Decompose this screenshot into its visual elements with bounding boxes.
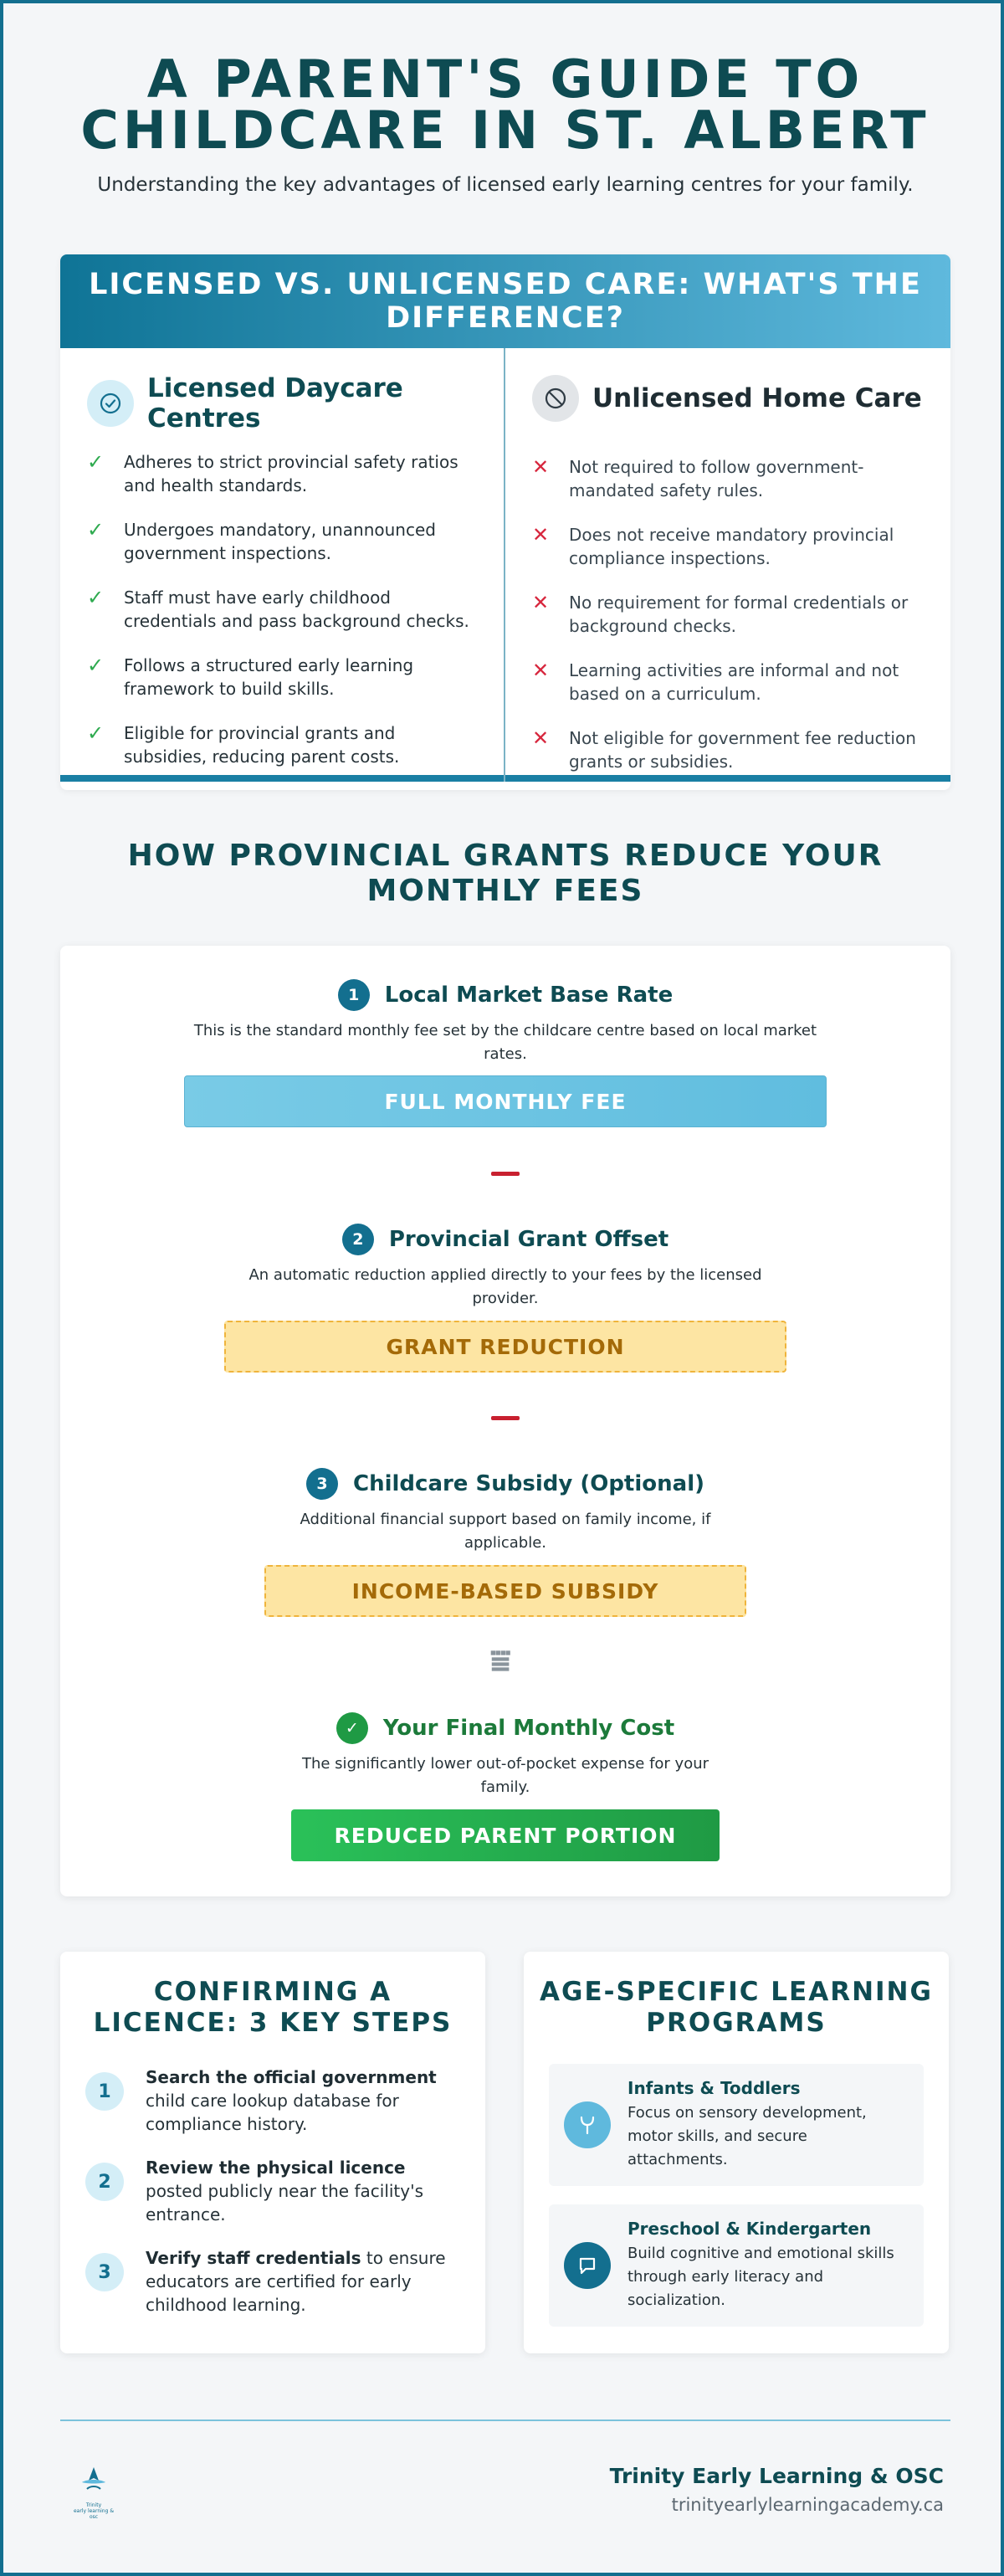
checkmark-icon: ✓ [87, 450, 105, 474]
licensed-item-5-line-1: Eligible for provincial grants and [124, 723, 396, 743]
program-1-desc-line-1: Focus on sensory development, [628, 2104, 867, 2122]
step-number: 2 [85, 2163, 124, 2201]
equals-icon: ⩸ [490, 1642, 511, 1681]
step-description [60, 1752, 950, 1799]
page-title-line-2: CHILDCARE IN ST. ALBERT [80, 100, 930, 161]
checkmark-icon: ✓ [87, 518, 105, 541]
unlicensed-item [532, 455, 924, 502]
chat-bubble-icon [564, 2242, 611, 2289]
grant-step-final-desc-line-1: The significantly lower out-of-pocket expense for your [301, 1755, 709, 1773]
licensed-item [87, 518, 477, 565]
grants-heading [3, 839, 1004, 909]
cross-icon: ✕ [532, 455, 550, 479]
brand-name: Trinity Early Learning & OSC [609, 2464, 944, 2488]
unlicensed-item-3-line-2: background checks. [569, 616, 736, 636]
licence-step [85, 2156, 460, 2226]
step-number: 3 [85, 2253, 124, 2291]
grant-step-3-desc-line-1: Additional financial support based on family income, if [300, 1511, 711, 1528]
minus-icon [491, 1416, 520, 1420]
grant-step-3-desc-line-2: applicable. [464, 1534, 547, 1552]
prohibited-icon [532, 375, 579, 422]
licensed-item-5-line-2: subsidies, reducing parent costs. [124, 747, 400, 767]
licence-steps-heading-line-1: CONFIRMING A [153, 1977, 392, 2007]
programs-card [524, 1952, 949, 2353]
check-circle-icon [87, 380, 134, 427]
licensed-item [87, 586, 477, 633]
unlicensed-item-4-line-1: Learning activities are informal and not [569, 660, 899, 680]
licence-steps-heading-line-2: LICENCE: 3 KEY STEPS [93, 2008, 453, 2038]
unlicensed-item [532, 591, 924, 638]
step-description [60, 1508, 950, 1555]
comparison-heading-line-2: DIFFERENCE? [386, 301, 625, 335]
program-2-desc-line-3: socialization. [628, 2291, 725, 2309]
unlicensed-item [532, 726, 924, 773]
step-number: 1 [85, 2072, 124, 2111]
licensed-item-3-line-2: credentials and pass background checks. [124, 611, 469, 631]
step-description [60, 1019, 950, 1066]
program-item [549, 2064, 924, 2186]
program-2-desc-line-1: Build cognitive and emotional skills [628, 2245, 894, 2262]
unlicensed-item-3-line-1: No requirement for formal credentials or [569, 593, 909, 613]
logo-text-line-2: early learning & osc [73, 2508, 115, 2520]
program-name: Infants & Toddlers [628, 2078, 801, 2098]
full-monthly-fee-bar: FULL MONTHLY FEE [184, 1075, 827, 1127]
step-number: 3 [306, 1468, 338, 1500]
comparison-columns [60, 348, 950, 782]
step-title: Your Final Monthly Cost [382, 1716, 675, 1741]
trinity-logo [69, 2464, 119, 2520]
step-number: 1 [338, 979, 370, 1011]
licensed-column [60, 348, 505, 782]
income-subsidy-bar: INCOME-BASED SUBSIDY [264, 1565, 746, 1617]
unlicensed-header [532, 375, 924, 422]
comparison-panel [60, 254, 950, 790]
cross-icon: ✕ [532, 591, 550, 614]
licensed-item [87, 450, 477, 497]
unlicensed-item-2-line-1: Does not receive mandatory provincial [569, 525, 894, 545]
checkmark-icon: ✓ [336, 1712, 368, 1744]
checkmark-icon: ✓ [87, 586, 105, 609]
program-description [628, 2101, 867, 2172]
cross-icon: ✕ [532, 659, 550, 682]
footer-divider [60, 2419, 950, 2421]
licence-step-3-bold: Verify staff credentials [146, 2248, 361, 2268]
grant-reduction-bar: GRANT REDUCTION [224, 1321, 786, 1373]
program-name: Preschool & Kindergarten [628, 2219, 872, 2239]
grant-step-1-desc-line-2: rates. [484, 1045, 527, 1063]
page-title-line-1: A PARENT'S GUIDE TO [146, 49, 864, 110]
page-title [3, 49, 1004, 161]
licensed-item [87, 721, 477, 768]
licence-step-3-inline: to ensure [361, 2248, 446, 2268]
program-1-desc-line-2: motor skills, and secure [628, 2127, 807, 2145]
baby-rattle-icon [564, 2101, 611, 2148]
licence-step-1-line-1: child care lookup database for [146, 2091, 399, 2111]
unlicensed-item-2-line-2: compliance inspections. [569, 548, 771, 568]
programs-heading-line-1: AGE-SPECIFIC LEARNING [540, 1977, 933, 2007]
licence-step-3-line-1: educators are certified for early [146, 2271, 412, 2291]
licensed-item-3-line-1: Staff must have early childhood [124, 588, 391, 608]
licensed-item-4-line-2: framework to build skills. [124, 679, 335, 699]
checkmark-icon: ✓ [87, 654, 105, 677]
unlicensed-item [532, 659, 924, 706]
program-item [549, 2204, 924, 2327]
licence-step-1-line-2: compliance history. [146, 2114, 308, 2134]
comparison-heading-line-1: LICENSED VS. UNLICENSED CARE: WHAT'S THE [89, 268, 922, 301]
unlicensed-item [532, 523, 924, 570]
licence-steps-heading [60, 1977, 485, 2039]
step-title: Local Market Base Rate [384, 983, 674, 1008]
licence-steps-card [60, 1952, 485, 2353]
step-title: Childcare Subsidy (Optional) [353, 1471, 704, 1496]
unlicensed-item-1-line-2: mandated safety rules. [569, 480, 764, 500]
grant-step-final-desc-line-2: family. [480, 1778, 530, 1796]
grant-step-2 [60, 1224, 950, 1311]
grant-step-2-desc-line-1: An automatic reduction applied directly to your fees by the licensed [248, 1266, 762, 1284]
licensed-item-2-line-2: government inspections. [124, 543, 332, 563]
grant-step-final [60, 1712, 950, 1799]
grants-heading-line-1: HOW PROVINCIAL GRANTS REDUCE YOUR [127, 839, 884, 873]
cross-icon: ✕ [532, 726, 550, 750]
checkmark-icon: ✓ [87, 721, 105, 745]
step-number: 2 [342, 1224, 374, 1255]
licence-step-3-line-2: childhood learning. [146, 2295, 306, 2315]
unlicensed-item-5-line-2: grants or subsidies. [569, 752, 734, 772]
licence-step-1-bold: Search the official government [146, 2067, 437, 2087]
licence-step-2-bold: Review the physical licence [146, 2158, 406, 2178]
grants-heading-line-2: MONTHLY FEES [366, 874, 644, 908]
grants-panel [60, 946, 950, 1896]
brand-block [610, 2464, 944, 2515]
step-description [60, 1264, 950, 1311]
licence-step-2-line-2: entrance. [146, 2204, 226, 2224]
licensed-item [87, 654, 477, 700]
program-description [628, 2242, 894, 2312]
unlicensed-column [505, 348, 950, 782]
cross-icon: ✕ [532, 523, 550, 547]
licensed-title-line-1: Licensed Daycare [147, 373, 403, 403]
unlicensed-title: Unlicensed Home Care [592, 383, 922, 413]
unlicensed-item-5-line-1: Not eligible for government fee reduction [569, 728, 916, 748]
programs-heading-line-2: PROGRAMS [646, 2008, 827, 2038]
grant-step-1-desc-line-1: This is the standard monthly fee set by the childcare centre based on local market [193, 1022, 817, 1039]
licence-step-2-line-1: posted publicly near the facility's [146, 2181, 424, 2201]
licensed-title [147, 373, 403, 434]
logo-text-line-1: Trinity [85, 2502, 102, 2508]
brand-url[interactable]: trinityearlylearningacademy.ca [671, 2495, 944, 2515]
programs-heading [524, 1977, 949, 2039]
page-subtitle: Understanding the key advantages of licensed early learning centres for your family. [97, 174, 914, 196]
program-2-desc-line-2: through early literacy and [628, 2268, 824, 2286]
licensed-item-1-line-1: Adheres to strict provincial safety ratios [124, 452, 458, 472]
licence-step [85, 2246, 460, 2317]
program-1-desc-line-3: attachments. [628, 2151, 728, 2168]
licensed-title-line-2: Centres [147, 403, 261, 434]
unlicensed-item-4-line-2: based on a curriculum. [569, 684, 761, 704]
minus-icon [491, 1172, 520, 1176]
licensed-header [87, 373, 477, 434]
grant-step-2-desc-line-2: provider. [472, 1290, 539, 1307]
licensed-item-4-line-1: Follows a structured early learning [124, 655, 414, 675]
unlicensed-item-1-line-1: Not required to follow government- [569, 457, 864, 477]
reduced-parent-portion-bar: REDUCED PARENT PORTION [291, 1809, 720, 1861]
licence-step [85, 2065, 460, 2136]
licensed-item-1-line-2: and health standards. [124, 475, 308, 495]
licensed-item-2-line-1: Undergoes mandatory, unannounced [124, 520, 436, 540]
grant-step-3 [60, 1468, 950, 1555]
comparison-heading [60, 254, 950, 348]
step-title: Provincial Grant Offset [388, 1227, 669, 1252]
grant-step-1 [60, 979, 950, 1066]
